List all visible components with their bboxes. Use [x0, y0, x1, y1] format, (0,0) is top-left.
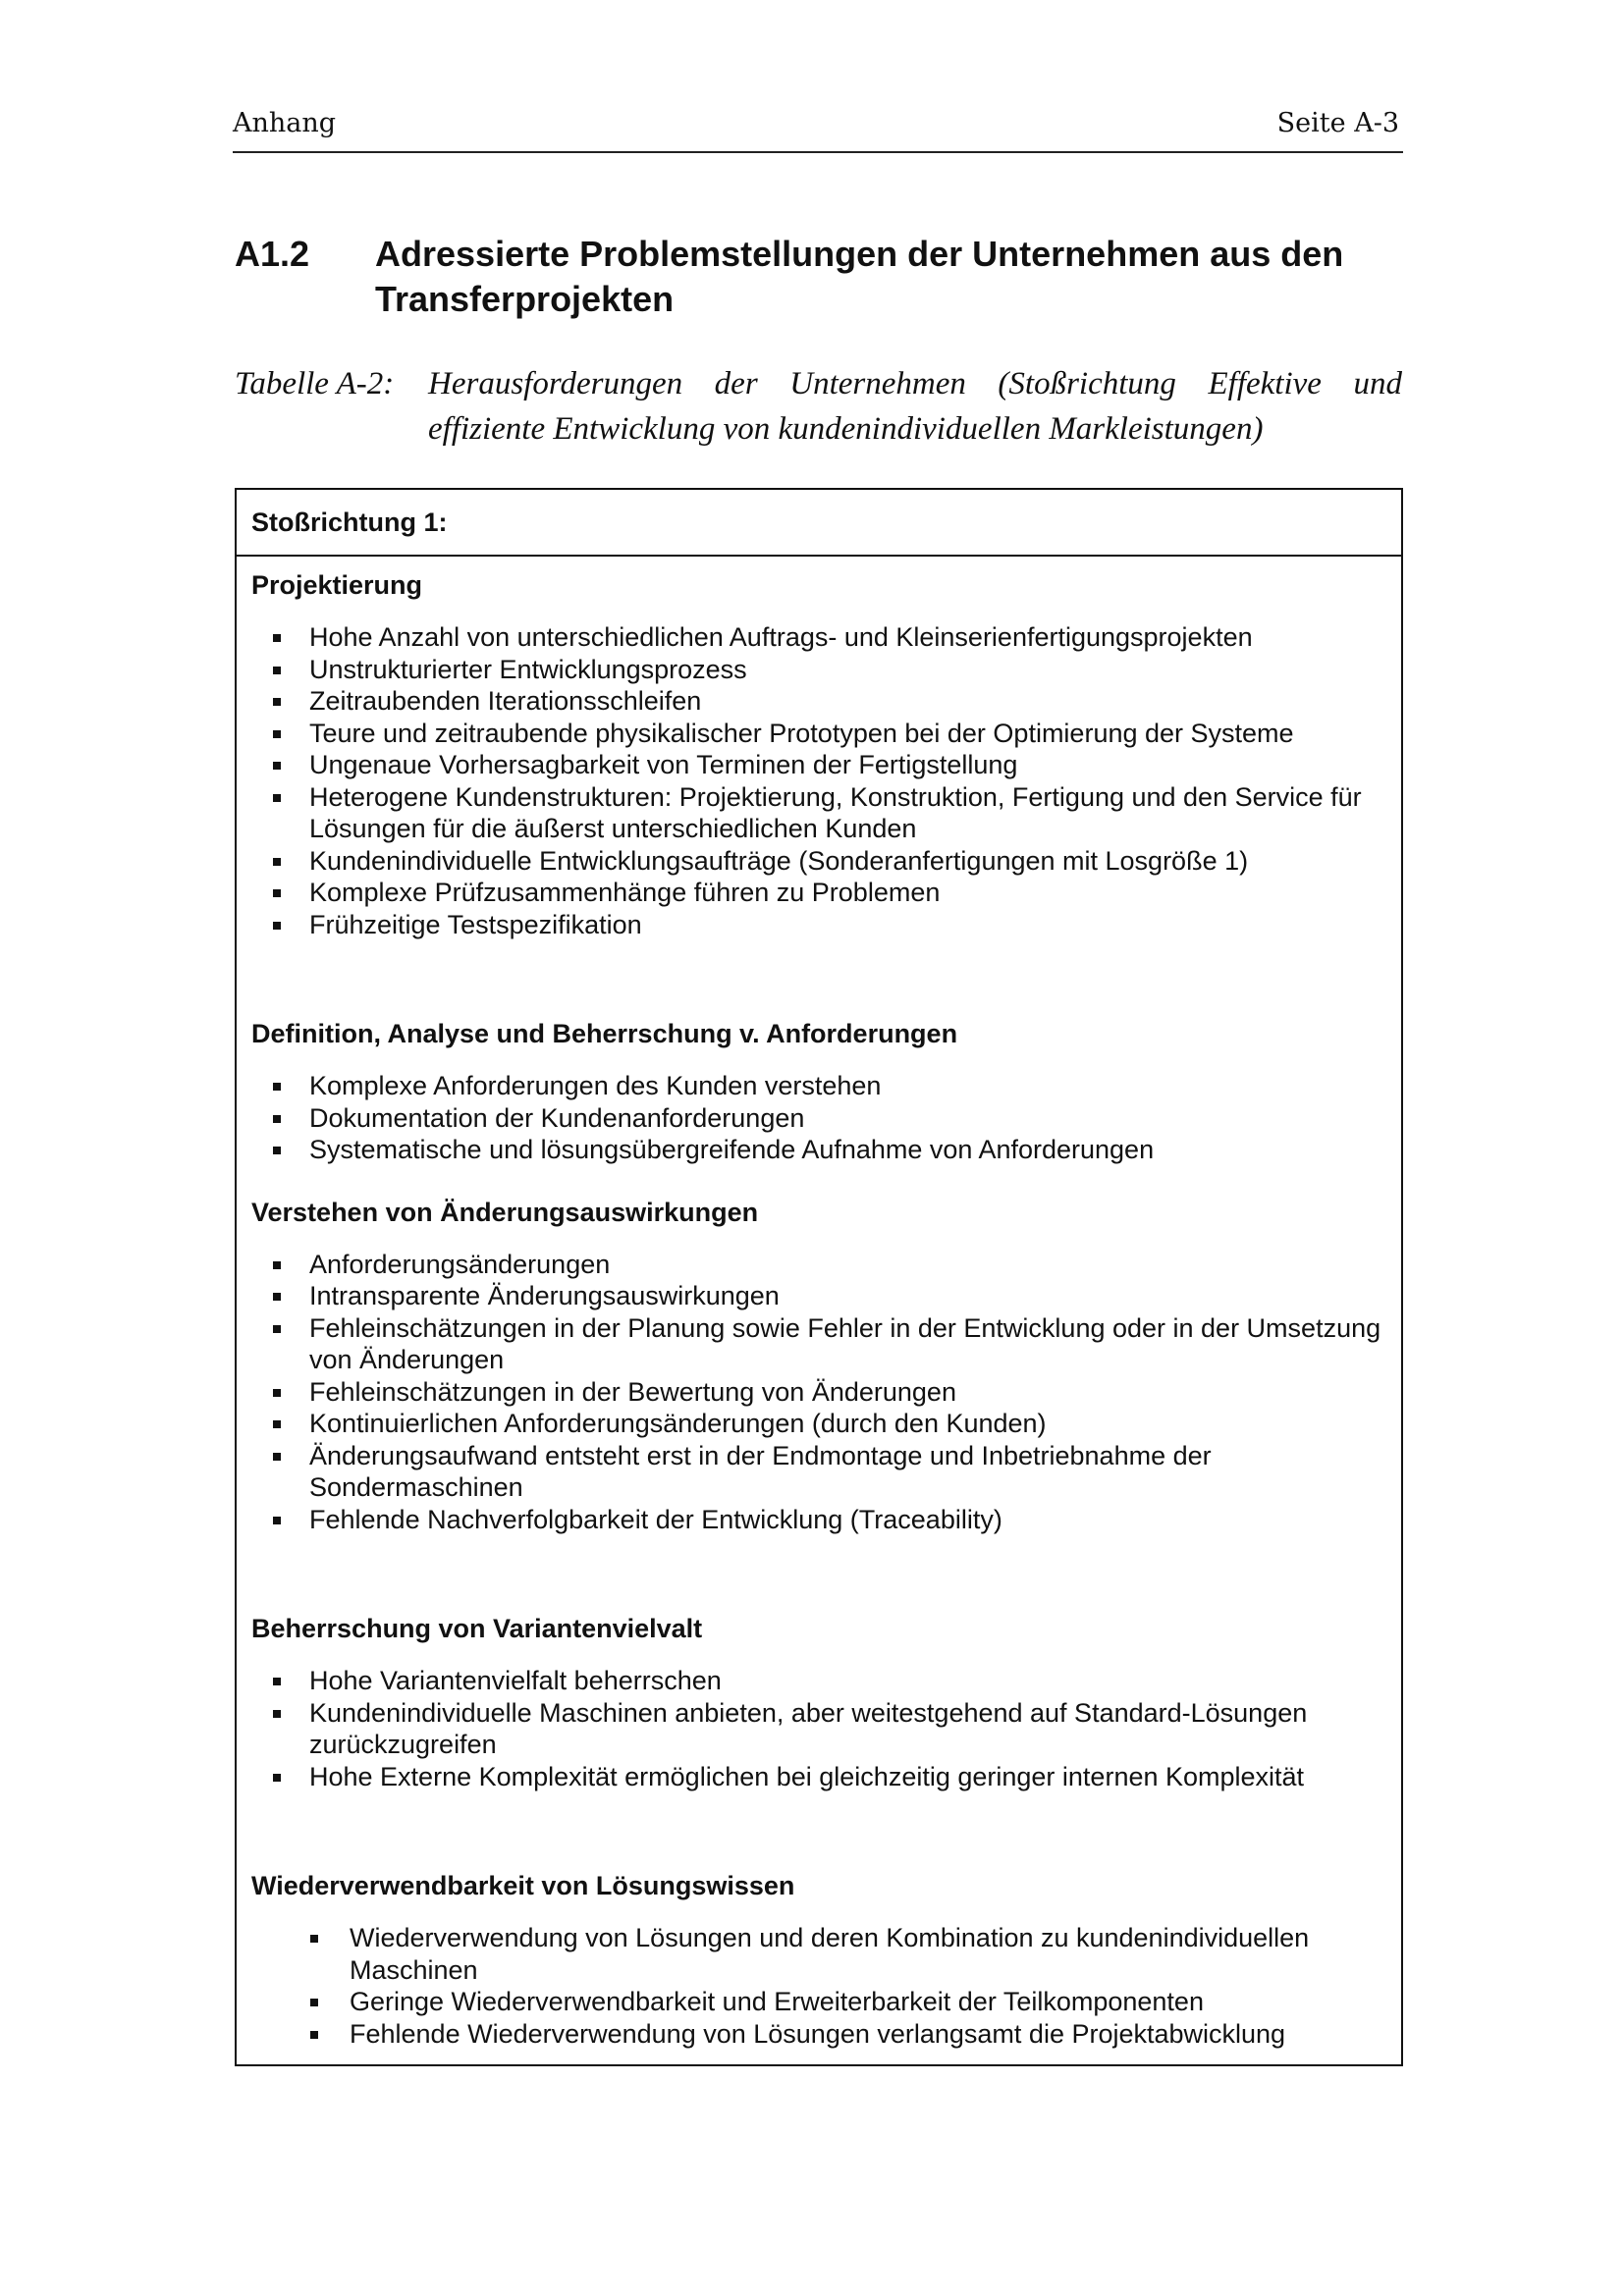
- list-item: [251, 1408, 1386, 1440]
- list-item-text: Kundenindividuelle Entwicklungsaufträge (Sonderanfertigungen mit Losgröße 1): [309, 845, 1249, 876]
- list-item: [251, 909, 1386, 941]
- block-title: Beherrschung von Variantenvielvalt: [251, 1614, 703, 1643]
- list-item: [251, 1134, 1386, 1166]
- list-item: [251, 1102, 1386, 1135]
- bullet-list: [251, 1665, 1386, 1792]
- list-item-text: Wiederverwendung von Lösungen und deren Kombination zu kundenindividuellen Maschinen: [350, 1923, 1310, 1985]
- square-bullet-icon: [273, 1083, 281, 1091]
- page-number: Seite A-3: [1276, 108, 1399, 138]
- running-header: [233, 106, 1403, 153]
- list-item-text: Teure und zeitraubende physikalischer Prototypen bei der Optimierung der Systeme: [309, 718, 1294, 748]
- square-bullet-icon: [310, 2031, 318, 2039]
- square-bullet-icon: [273, 762, 281, 770]
- list-item: [251, 1376, 1386, 1409]
- list-item-text: Zeitraubenden Iterationsschleifen: [309, 686, 702, 716]
- table-block: [251, 1869, 1386, 2050]
- challenges-table: [235, 488, 1403, 2066]
- list-item: [251, 781, 1386, 845]
- square-bullet-icon: [273, 667, 281, 674]
- square-bullet-icon: [310, 1999, 318, 2006]
- table-block: [251, 1196, 1386, 1536]
- running-header-left: Anhang: [233, 108, 337, 138]
- list-item-text: Heterogene Kundenstrukturen: Projektierung, Konstruktion, Fertigung und den Service für Lösungen für die äußerst unterschiedlichen Kunden: [309, 781, 1362, 843]
- list-item: [251, 845, 1386, 878]
- square-bullet-icon: [273, 698, 281, 706]
- bullet-list: [251, 1922, 1386, 2050]
- list-item: [251, 1440, 1386, 1504]
- bullet-list: [251, 1249, 1386, 1536]
- list-item-text: Kundenindividuelle Maschinen anbieten, aber weitestgehend auf Standard-Lösungen zurückzugreifen: [309, 1697, 1308, 1759]
- list-item-text: Fehlende Wiederverwendung von Lösungen verlangsamt die Projektabwicklung: [350, 2018, 1286, 2049]
- list-item: [251, 1922, 1386, 1986]
- list-item-text: Hohe Anzahl von unterschiedlichen Auftrags- und Kleinserienfertigungsprojekten: [309, 622, 1253, 652]
- list-item-text: Intransparente Änderungsauswirkungen: [309, 1281, 780, 1310]
- list-item: [251, 1665, 1386, 1697]
- list-item: [251, 1986, 1386, 2018]
- square-bullet-icon: [273, 1325, 281, 1333]
- table-block: [251, 1612, 1386, 1792]
- square-bullet-icon: [310, 1935, 318, 1943]
- list-item-text: Hohe Variantenvielfalt beherrschen: [309, 1666, 722, 1695]
- list-item-text: Änderungsaufwand entsteht erst in der Endmontage und Inbetriebnahme der Sondermaschinen: [309, 1440, 1212, 1502]
- list-item: [251, 2018, 1386, 2051]
- table-caption-label: Tabelle A-2:: [235, 366, 395, 401]
- list-item-text: Komplexe Prüfzusammenhänge führen zu Problemen: [309, 878, 941, 907]
- list-item: [251, 654, 1386, 686]
- table-block: [251, 1017, 1386, 1166]
- list-item-text: Fehleinschätzungen in der Planung sowie Fehler in der Entwicklung oder in der Umsetzung von Änderungen: [309, 1312, 1381, 1374]
- square-bullet-icon: [273, 634, 281, 642]
- square-bullet-icon: [273, 1115, 281, 1123]
- list-item: [251, 1280, 1386, 1312]
- table-body: [237, 568, 1401, 2050]
- list-item: [251, 749, 1386, 781]
- square-bullet-icon: [273, 1453, 281, 1461]
- list-item-text: Frühzeitige Testspezifikation: [309, 909, 642, 939]
- list-item-text: Komplexe Anforderungen des Kunden verstehen: [309, 1071, 882, 1100]
- list-item-text: Fehlende Nachverfolgbarkeit der Entwicklung (Traceability): [309, 1504, 1002, 1534]
- list-item-text: Systematische und lösungsübergreifende Aufnahme von Anforderungen: [309, 1135, 1155, 1164]
- list-item-text: Kontinuierlichen Anforderungsänderungen (durch den Kunden): [309, 1409, 1047, 1438]
- list-item-text: Fehleinschätzungen in der Bewertung von Änderungen: [309, 1376, 956, 1407]
- square-bullet-icon: [273, 922, 281, 930]
- section-title: Adressierte Problemstellungen der Unternehmen aus den Transferprojekten: [375, 234, 1344, 319]
- list-item-text: Dokumentation der Kundenanforderungen: [309, 1102, 805, 1133]
- list-item: [251, 1312, 1386, 1376]
- list-item: [251, 1504, 1386, 1536]
- list-item-text: Anforderungsänderungen: [309, 1249, 611, 1279]
- bullet-list: [251, 621, 1386, 940]
- square-bullet-icon: [273, 1678, 281, 1685]
- block-title: Definition, Analyse und Beherrschung v. Anforderungen: [251, 1019, 958, 1048]
- table-header: Stoßrichtung 1:: [237, 490, 1401, 557]
- table-block: [251, 568, 1386, 940]
- list-item: [251, 718, 1386, 750]
- block-title: Verstehen von Änderungsauswirkungen: [251, 1197, 759, 1227]
- list-item: [251, 877, 1386, 909]
- square-bullet-icon: [273, 1710, 281, 1718]
- square-bullet-icon: [273, 1517, 281, 1524]
- list-item: [251, 1697, 1386, 1761]
- block-title: Wiederverwendbarkeit von Lösungswissen: [251, 1871, 795, 1900]
- square-bullet-icon: [273, 1293, 281, 1301]
- list-item: [251, 1761, 1386, 1793]
- square-bullet-icon: [273, 1389, 281, 1397]
- table-caption-text: Herausforderungen der Unternehmen (Stoßrichtung Effektive und effiziente Entwicklung von kundenindividuellen Markleistungen): [428, 366, 1402, 447]
- square-bullet-icon: [273, 1420, 281, 1428]
- list-item: [251, 1249, 1386, 1281]
- square-bullet-icon: [273, 1774, 281, 1782]
- list-item: [251, 621, 1386, 654]
- section-number: A1.2: [235, 234, 310, 274]
- square-bullet-icon: [273, 889, 281, 897]
- bullet-list: [251, 1070, 1386, 1166]
- square-bullet-icon: [273, 1147, 281, 1154]
- block-title: Projektierung: [251, 570, 423, 600]
- list-item: [251, 685, 1386, 718]
- square-bullet-icon: [273, 1261, 281, 1269]
- square-bullet-icon: [273, 794, 281, 802]
- list-item: [251, 1070, 1386, 1102]
- list-item-text: Ungenaue Vorhersagbarkeit von Terminen der Fertigstellung: [309, 750, 1018, 779]
- square-bullet-icon: [273, 730, 281, 738]
- square-bullet-icon: [273, 858, 281, 866]
- list-item-text: Unstrukturierter Entwicklungsprozess: [309, 654, 747, 684]
- list-item-text: Hohe Externe Komplexität ermöglichen bei gleichzeitig geringer internen Komplexität: [309, 1761, 1305, 1791]
- list-item-text: Geringe Wiederverwendbarkeit und Erweiterbarkeit der Teilkomponenten: [350, 1987, 1204, 2016]
